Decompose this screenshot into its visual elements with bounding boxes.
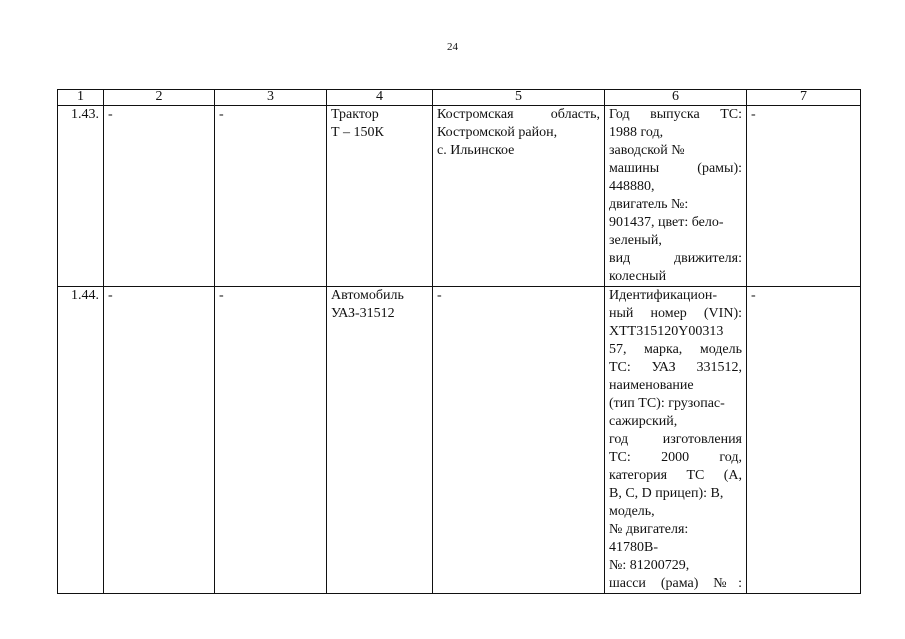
cell-characteristics (605, 106, 747, 287)
header-row (58, 90, 861, 106)
text-line: 1988 год, (609, 125, 664, 140)
text-line: с. Ильинское (437, 143, 515, 158)
table-row (58, 106, 861, 287)
column-header-6: 6 (605, 90, 747, 106)
cell-col3: - (215, 287, 327, 594)
text-line: ный номер (VIN): (609, 306, 742, 321)
text-line: двигатель №: (609, 197, 689, 212)
table-row (58, 287, 861, 594)
text-line: ТС: УАЗ 331512, (609, 360, 742, 375)
cell-vehicle-name (327, 106, 433, 287)
text-line: Идентификацион- (609, 288, 718, 303)
column-header-7: 7 (747, 90, 861, 106)
page-number: 24 (447, 41, 458, 53)
text-line: 41780В- (609, 540, 658, 555)
text-line: год изготовления (609, 432, 742, 447)
text-line: наименование (609, 378, 694, 393)
text-line: (тип ТС): грузопас- (609, 396, 725, 411)
column-header-4: 4 (327, 90, 433, 106)
text-line: №: 81200729, (609, 558, 690, 573)
cell-col7: - (747, 287, 861, 594)
text-line: Трактор (331, 107, 379, 122)
text-line: ХТТ315120Y00313 (609, 324, 724, 339)
text-line: зеленый, (609, 233, 662, 248)
text-line: Год выпуска ТС: (609, 107, 742, 122)
cell-number: 1.43. (58, 106, 104, 287)
text-line: № двигателя: (609, 522, 689, 537)
text-line: 448880, (609, 179, 655, 194)
cell-number: 1.44. (58, 287, 104, 594)
text-line: вид движителя: (609, 251, 742, 266)
cell-address (433, 287, 605, 594)
column-header-2: 2 (104, 90, 215, 106)
text-line: колесный (609, 269, 667, 284)
text-line: Автомобиль (331, 288, 404, 303)
text-line: шасси (рама) №: (609, 576, 742, 591)
text-line: ТС: 2000 год, (609, 450, 742, 465)
column-header-5: 5 (433, 90, 605, 106)
text-line: Костромская область, (437, 107, 600, 122)
text-line: В, С, D прицеп): В, (609, 486, 724, 501)
cell-characteristics (605, 287, 747, 594)
text-line: 57, марка, модель (609, 342, 742, 357)
text-line: заводской № (609, 143, 685, 158)
cell-col7: - (747, 106, 861, 287)
text-line: - (437, 288, 442, 303)
text-line: машины (рамы): (609, 161, 742, 176)
cell-col3: - (215, 106, 327, 287)
text-line: 901437, цвет: бело- (609, 215, 724, 230)
cell-col2: - (104, 106, 215, 287)
text-line: сажирский, (609, 414, 678, 429)
registry-table (57, 89, 861, 594)
text-line: категория ТС (А, (609, 468, 742, 483)
cell-vehicle-name (327, 287, 433, 594)
cell-address (433, 106, 605, 287)
column-header-3: 3 (215, 90, 327, 106)
cell-col2: - (104, 287, 215, 594)
text-line: УАЗ-31512 (331, 306, 395, 321)
text-line: Костромской район, (437, 125, 558, 140)
text-line: Т – 150К (331, 125, 384, 140)
column-header-1: 1 (58, 90, 104, 106)
text-line: модель, (609, 504, 655, 519)
